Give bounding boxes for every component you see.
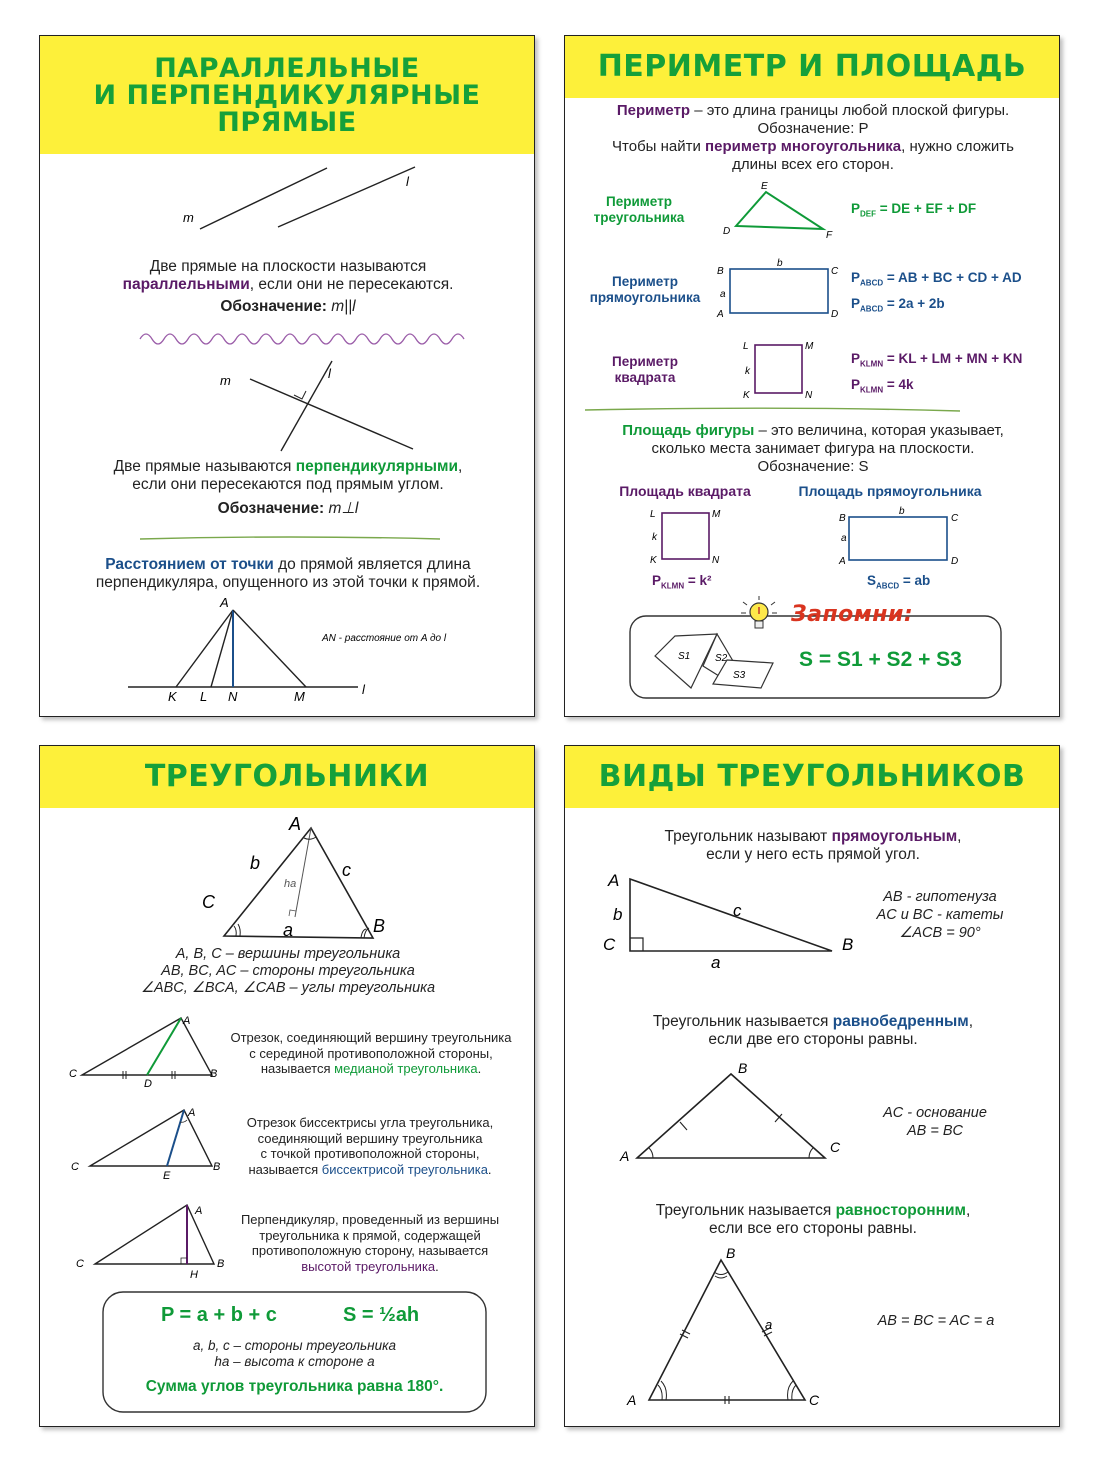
card-triangle-types <box>564 745 1060 1427</box>
svg-text:M: M <box>805 341 814 352</box>
isosceles-notes: AC - основание AB = BC <box>883 1105 987 1139</box>
svg-text:C: C <box>603 935 616 954</box>
term-distance: Расстоянием от точки <box>105 556 274 573</box>
remember-formula: S = S1 + S2 + S3 <box>799 648 962 671</box>
card-perimeter-area <box>564 35 1060 717</box>
point-A: A <box>220 595 229 610</box>
svg-text:L: L <box>650 509 656 520</box>
svg-text:A: A <box>289 814 302 834</box>
right-triangle-definition: Треугольник называют прямоугольным, если у него есть прямой угол. <box>664 828 962 863</box>
point-N: N <box>228 689 238 704</box>
svg-text:B: B <box>726 1245 736 1261</box>
point-M: M <box>294 689 305 704</box>
perpendicular-notation: Обозначение: m⊥l <box>217 500 359 517</box>
svg-text:A: A <box>839 556 846 567</box>
title-line: ПРЯМЫЕ <box>217 106 357 138</box>
svg-text:B: B <box>842 935 854 954</box>
perpendicular-definition: Две прямые называются перпендикулярными, если они пересекаются под прямым углом. <box>113 458 463 493</box>
svg-text:A: A <box>183 1015 191 1027</box>
svg-text:ha: ha <box>284 878 297 890</box>
composite-figure <box>655 634 773 688</box>
label-l: l <box>406 174 409 189</box>
label-rectangle-perimeter: Периметр прямоугольника <box>589 274 701 305</box>
svg-text:C: C <box>951 513 959 524</box>
svg-text:A: A <box>188 1107 196 1119</box>
label-triangle-perimeter: Периметр треугольника <box>593 194 685 225</box>
svg-text:a: a <box>765 1317 773 1332</box>
point-K: K <box>168 689 177 704</box>
formula-rect-area: $S_{ABCD}$ = ab <box>867 573 931 591</box>
median-definition: Отрезок, соединяющий вершину треугольника с серединой противоположной стороны, называется медианой треугольника. <box>230 1030 512 1076</box>
svg-text:C: C <box>830 1139 841 1155</box>
svg-text:A: A <box>717 309 724 320</box>
formula-triangle-perimeter: $P_{DEF}$ = DE + EF + DF <box>851 201 977 219</box>
label-l: l <box>328 366 331 381</box>
svg-text:a: a <box>283 920 294 940</box>
formula-perimeter: P = a + b + c <box>161 1304 277 1326</box>
svg-text:K: K <box>650 555 657 566</box>
green-divider <box>140 537 440 539</box>
label-m: m <box>220 373 231 388</box>
card-triangles <box>39 745 535 1427</box>
point-L: L <box>200 689 208 704</box>
card-parallel-perpendicular <box>39 35 535 717</box>
svg-text:C: C <box>69 1068 77 1080</box>
line-l: l <box>362 682 365 697</box>
svg-text:a: a <box>720 289 726 300</box>
term-perpendicular: перпендикулярными <box>295 458 459 475</box>
area-definition: Площадь фигуры – это величина, которая указывает, сколько места занимает фигура на плоскости. Обозначение: S <box>622 422 1004 475</box>
svg-text:a: a <box>841 533 847 544</box>
label-square-perimeter: Периметр квадрата <box>612 354 678 385</box>
svg-text:B: B <box>217 1258 225 1270</box>
svg-text:b: b <box>899 506 905 517</box>
svg-text:c: c <box>342 860 351 880</box>
label-m: m <box>183 210 194 225</box>
svg-text:S1: S1 <box>678 651 691 662</box>
svg-text:B: B <box>373 916 386 936</box>
title-line: ПАРАЛЛЕЛЬНЫЕ <box>154 52 420 84</box>
svg-text:B: B <box>213 1161 221 1173</box>
bisector-definition: Отрезок биссектрисы угла треугольника, соединяющий вершину треугольника с точкой противоположной стороны, называется биссектрисой треугольника. <box>246 1115 494 1177</box>
isosceles-definition: Треугольник называется равнобедренным, если две его стороны равны. <box>652 1013 974 1048</box>
wavy-divider <box>140 334 464 344</box>
card-title: ТРЕУГОЛЬНИКИ <box>144 759 430 794</box>
svg-text:b: b <box>250 853 261 873</box>
perimeter-definition: Периметр – это длина границы любой плоской фигуры. Обозначение: P Чтобы найти периметр многоугольника, нужно сложить длины всех его сторон. <box>612 102 1014 173</box>
svg-text:B: B <box>839 513 846 524</box>
svg-text:E: E <box>163 1170 171 1182</box>
svg-text:D: D <box>831 309 839 320</box>
svg-text:c: c <box>733 901 742 920</box>
svg-text:S3: S3 <box>733 670 746 681</box>
altitude-definition: Перпендикуляр, проведенный из вершины треугольника к прямой, содержащей противоположную сторону, называется высотой треугольника. <box>240 1212 500 1274</box>
term-parallel: параллельными <box>122 276 250 293</box>
svg-text:C: C <box>202 892 215 912</box>
formula-area: S = ½ah <box>343 1304 420 1326</box>
svg-text:D: D <box>723 226 731 237</box>
svg-text:A: A <box>620 1148 630 1164</box>
svg-text:N: N <box>712 555 720 566</box>
title-line: И ПЕРПЕНДИКУЛЯРНЫЕ <box>93 79 481 111</box>
formula-square-area: $P_{KLMN} = k^2$ <box>652 573 712 591</box>
distance-definition: Расстоянием от точки до прямой является длина перпендикуляра, опущенного из этой точки к прямой. <box>95 556 481 591</box>
parallel-notation: Обозначение: m||l <box>220 298 356 315</box>
triangle-captions: A, B, C – вершины треугольника AB, BC, AC – стороны треугольника ∠ABC, ∠BCA, ∠CAB – углы треугольника <box>140 946 436 996</box>
triangle-diagrams <box>40 746 535 1427</box>
svg-text:C: C <box>809 1392 820 1408</box>
svg-text:F: F <box>826 230 833 241</box>
card-title: ВИДЫ ТРЕУГОЛЬНИКОВ <box>598 759 1026 794</box>
svg-text:A: A <box>195 1205 203 1217</box>
formula-rectangle-perimeter: $P_{ABCD}$ = AB + BC + CD + AD $P_{ABCD} = 2a + 2b$ <box>851 270 1022 314</box>
svg-text:A: A <box>627 1392 637 1408</box>
formula-square-perimeter: $P_{KLMN}$ = KL + LM + MN + KN $P_{KLMN} = 4k$ <box>851 351 1023 395</box>
svg-text:K: K <box>743 390 750 401</box>
svg-text:C: C <box>76 1258 84 1270</box>
equilateral-note: AB = BC = AC = a <box>877 1313 995 1329</box>
lightbulb-icon <box>741 596 777 628</box>
svg-text:a: a <box>711 953 721 972</box>
svg-text:D: D <box>144 1078 152 1090</box>
svg-text:H: H <box>190 1269 198 1281</box>
svg-text:k: k <box>652 532 657 543</box>
svg-text:b: b <box>777 258 783 269</box>
parallel-definition: Две прямые на плоскости называются параллельными, если они не пересекаются. <box>122 258 454 293</box>
svg-text:C: C <box>831 266 839 277</box>
formula-notes: a, b, c – стороны треугольника ha – высота к стороне a <box>193 1338 396 1369</box>
svg-text:k: k <box>745 366 750 377</box>
svg-text:B: B <box>717 266 724 277</box>
svg-text:M: M <box>712 509 721 520</box>
parallel-lines-diagram <box>40 36 535 717</box>
angle-sum: Сумма углов треугольника равна 180°. <box>145 1378 444 1395</box>
rect-area-title: Площадь прямоугольника <box>798 483 982 499</box>
card-title: ПЕРИМЕТР И ПЛОЩАДЬ <box>597 49 1027 84</box>
svg-text:S2: S2 <box>715 653 728 664</box>
svg-text:C: C <box>71 1161 79 1173</box>
remember-label: Запомни: <box>791 602 914 627</box>
svg-text:A: A <box>608 871 620 890</box>
svg-text:b: b <box>613 905 623 924</box>
distance-note: AN - расстояние от A до l <box>322 633 447 644</box>
svg-text:B: B <box>210 1068 218 1080</box>
svg-text:D: D <box>951 556 959 567</box>
svg-text:L: L <box>743 341 749 352</box>
equilateral-definition: Треугольник называется равносторонним, если все его стороны равны. <box>655 1202 971 1237</box>
svg-text:E: E <box>761 181 768 192</box>
right-triangle-notes: AB - гипотенуза AC и BC - катеты ∠ACB = 90° <box>876 889 1004 941</box>
svg-text:B: B <box>738 1060 748 1076</box>
square-area-title: Площадь квадрата <box>619 483 751 499</box>
svg-text:N: N <box>805 390 813 401</box>
